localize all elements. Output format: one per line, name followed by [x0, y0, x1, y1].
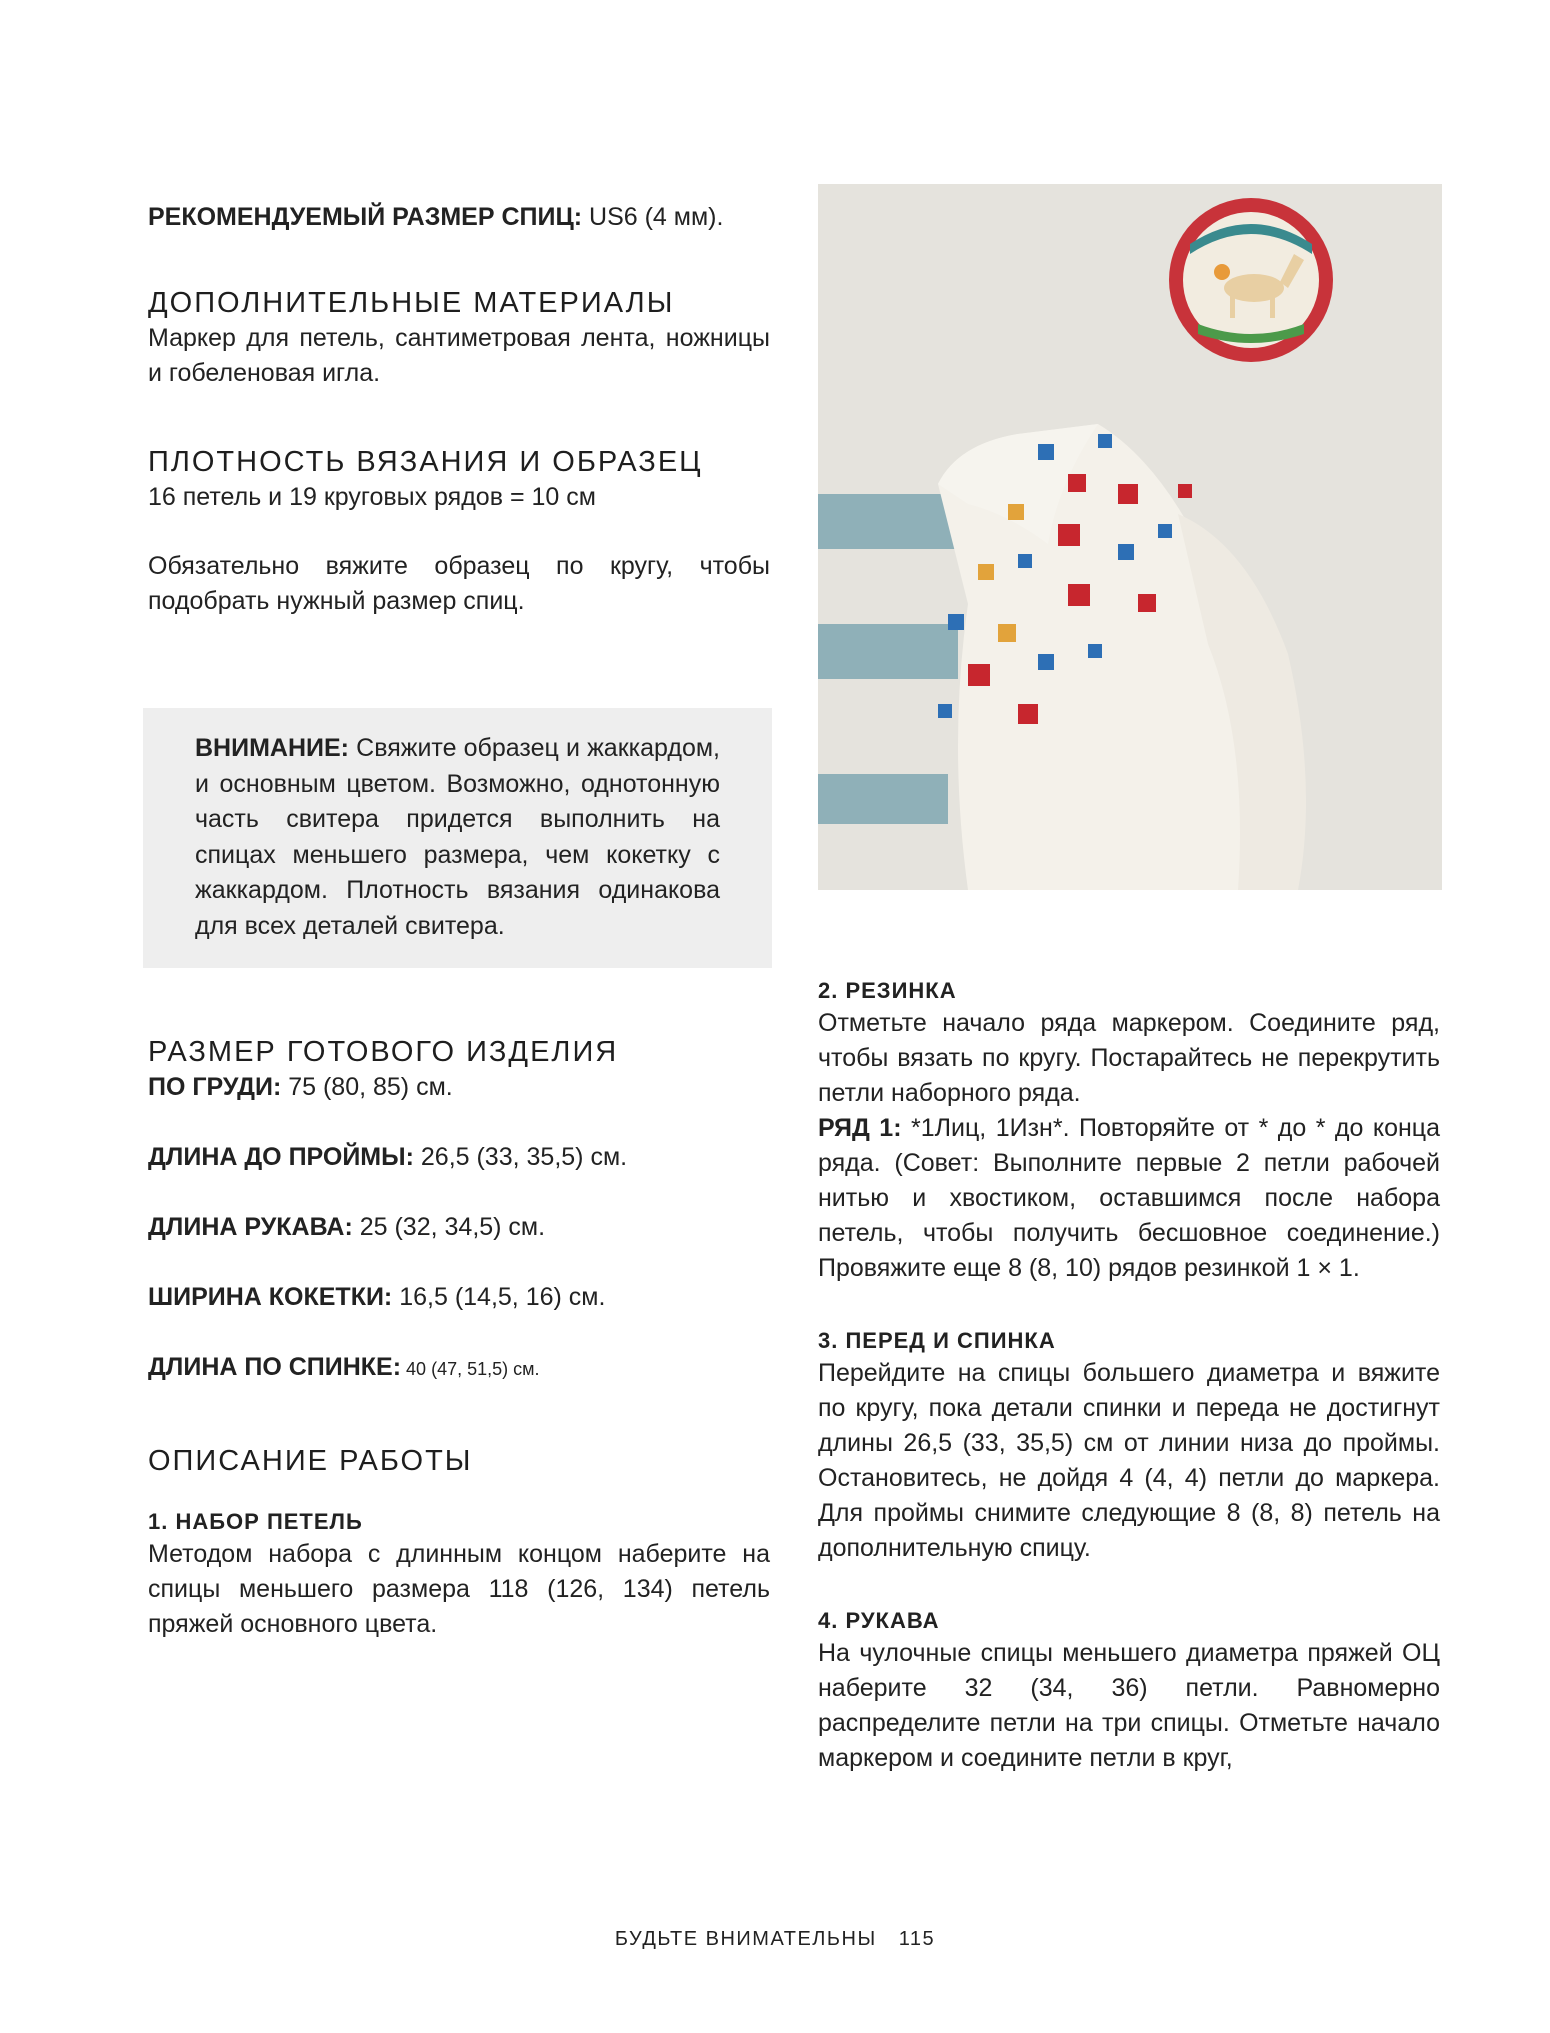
- step2-row-text: *1Лиц, 1Изн*. Повторяйте от * до * до конца ряда. (Совет: Выполните первые 2 петли рабочей нитью и хвостиком, оставшимся после набора петель, чтобы получить бесшовное соединение.) Провяжите еще 8 (8, 10) рядов резинкой 1 × 1.: [818, 1114, 1440, 1282]
- step1-title: 1. НАБОР ПЕТЕЛЬ: [148, 1509, 363, 1534]
- size-yoke-value: 16,5 (14,5, 16) см.: [392, 1283, 606, 1311]
- notice-box: [143, 708, 772, 968]
- step3-text: Перейдите на спицы большего диаметра и вяжите по кругу, пока детали спинки и переда не достигнут длины 26,5 (33, 35,5) см от линии низа до проймы. Остановитесь, не дойдя 4 (4, 4) петли до маркера. Для проймы снимите следующие 8 (8, 8) петель на дополнительную спицу.: [818, 1359, 1440, 1562]
- gauge-heading: ПЛОТНОСТЬ ВЯЗАНИЯ И ОБРАЗЕЦ: [148, 446, 703, 478]
- size-chest-label: ПО ГРУДИ:: [148, 1073, 282, 1101]
- needle-size-label: РЕКОМЕНДУЕМЫЙ РАЗМЕР СПИЦ:: [148, 203, 583, 231]
- left-column: [148, 200, 770, 619]
- size-yoke-label: ШИРИНА КОКЕТКИ:: [148, 1283, 393, 1311]
- materials-heading: ДОПОЛНИТЕЛЬНЫЕ МАТЕРИАЛЫ: [148, 287, 675, 319]
- step4-text: На чулочные спицы меньшего диаметра пряжей ОЦ наберите 32 (34, 36) петли. Равномерно распределите петли на три спицы. Отметьте начало маркером и соедините петли в круг,: [818, 1639, 1440, 1772]
- size-back-value: 40 (47, 51,5) см.: [401, 1359, 540, 1379]
- size-length-armhole: [148, 1140, 770, 1175]
- step2-text: Отметьте начало ряда маркером. Соедините ряд, чтобы вязать по кругу. Постарайтесь не перекрутить петли наборного ряда.: [818, 1009, 1440, 1107]
- size-length-armhole-value: 26,5 (33, 35,5) см.: [413, 1143, 628, 1171]
- notice-body: Свяжите образец и жаккардом, и основным цветом. Возможно, однотонную часть свитера придется выполнить на спицах меньшего размера, чем кокетку с жаккардом. Плотность вязания одинакова для всех деталей свитера.: [195, 734, 720, 940]
- right-column: [818, 976, 1440, 1776]
- size-back: [148, 1350, 770, 1387]
- step1-text: Методом набора с длинным концом наберите на спицы меньшего размера 118 (126, 134) петель пряжей основного цвета.: [148, 1540, 770, 1638]
- materials-text: Маркер для петель, сантиметровая лента, ножницы и гобеленовая игла.: [148, 324, 770, 387]
- sweater-photo: [818, 184, 1442, 890]
- size-heading: РАЗМЕР ГОТОВОГО ИЗДЕЛИЯ: [148, 1036, 619, 1068]
- work-heading: ОПИСАНИЕ РАБОТЫ: [148, 1445, 473, 1477]
- step4-title: 4. РУКАВА: [818, 1608, 940, 1633]
- page-number: 115: [898, 1928, 936, 1950]
- size-chest-value: 75 (80, 85) см.: [281, 1073, 453, 1101]
- page-footer: [0, 1928, 1550, 1951]
- size-back-label: ДЛИНА ПО СПИНКЕ:: [148, 1353, 402, 1381]
- gauge-text: 16 петель и 19 круговых рядов = 10 см: [148, 483, 596, 511]
- gauge-note: Обязательно вяжите образец по кругу, чтобы подобрать нужный размер спиц.: [148, 552, 770, 615]
- needle-size: [148, 200, 770, 235]
- notice-label: ВНИМАНИЕ:: [195, 734, 349, 762]
- size-sleeve: [148, 1210, 770, 1245]
- size-length-armhole-label: ДЛИНА ДО ПРОЙМЫ:: [148, 1143, 414, 1171]
- size-section: [148, 1034, 770, 1642]
- notice-text: [195, 731, 720, 944]
- step2-row: [818, 1111, 1440, 1286]
- size-chest: [148, 1070, 770, 1105]
- step3-title: 3. ПЕРЕД И СПИНКА: [818, 1328, 1056, 1353]
- step2-title: 2. РЕЗИНКА: [818, 978, 957, 1003]
- size-sleeve-label: ДЛИНА РУКАВА:: [148, 1213, 353, 1241]
- sweater-illustration: [818, 184, 1442, 890]
- needle-size-value: US6 (4 мм).: [582, 203, 724, 231]
- size-yoke: [148, 1280, 770, 1315]
- footer-title: БУДЬТЕ ВНИМАТЕЛЬНЫ: [614, 1928, 877, 1950]
- size-sleeve-value: 25 (32, 34,5) см.: [352, 1213, 546, 1241]
- step2-row-label: РЯД 1:: [818, 1114, 902, 1142]
